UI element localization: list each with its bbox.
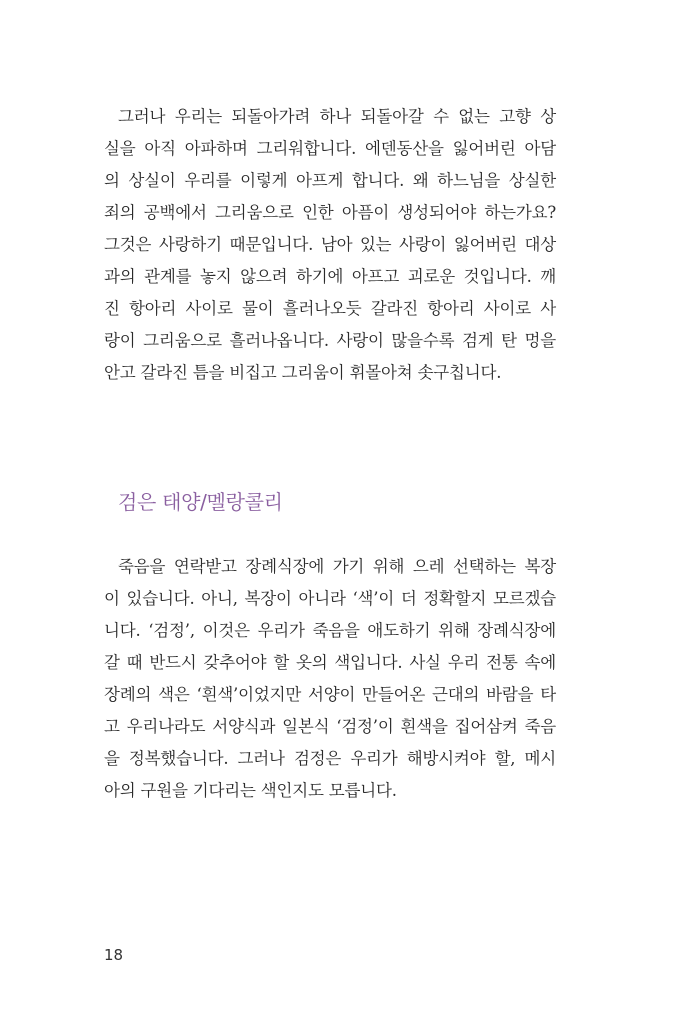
- paragraph-line: 실을 아직 아파하며 그리워합니다. 에덴동산을 잃어버린 아담: [104, 139, 556, 158]
- paragraph-line: 죄의 공백에서 그리움으로 인한 아픔이 생성되어야 하는가요?: [104, 203, 556, 222]
- paragraph-line: 의 상실이 우리를 이렇게 아프게 합니다. 왜 하느님을 상실한: [104, 171, 556, 190]
- paragraph-line: 니다. ‘검정’, 이것은 우리가 죽음을 애도하기 위해 장례식장에: [104, 621, 556, 640]
- paragraph-line: 죽음을 연락받고 장례식장에 가기 위해 으레 선택하는 복장: [118, 557, 556, 576]
- paragraph-line: 갈 때 반드시 갖추어야 할 옷의 색입니다. 사실 우리 전통 속에: [104, 653, 556, 672]
- paragraph-line: 그러나 우리는 되돌아가려 하나 되돌아갈 수 없는 고향 상: [118, 107, 556, 126]
- paragraph-line: 랑이 그리움으로 흘러나옵니다. 사랑이 많을수록 검게 탄 멍을: [104, 331, 556, 350]
- body-paragraph-2: [104, 551, 556, 807]
- paragraph-line: 장례의 색은 ‘흰색’이었지만 서양이 만들어온 근대의 바람을 타: [104, 685, 556, 704]
- paragraph-line: 이 있습니다. 아니, 복장이 아니라 ‘색’이 더 정확할지 모르겠습: [104, 589, 556, 608]
- paragraph-line: 안고 갈라진 틈을 비집고 그리움이 휘몰아쳐 솟구칩니다.: [104, 363, 502, 382]
- paragraph-line: 과의 관계를 놓지 않으려 하기에 아프고 괴로운 것입니다. 깨: [104, 267, 556, 286]
- paragraph-line: 고 우리나라도 서양식과 일본식 ‘검정’이 흰색을 집어삼켜 죽음: [104, 717, 556, 736]
- section-heading: 검은 태양/멜랑콜리: [118, 490, 283, 514]
- paragraph-line: 을 정복했습니다. 그러나 검정은 우리가 해방시켜야 할, 메시: [104, 749, 556, 768]
- body-paragraph-1: [104, 101, 556, 389]
- paragraph-line: 아의 구원을 기다리는 색인지도 모릅니다.: [104, 781, 397, 800]
- paragraph-line: 그것은 사랑하기 때문입니다. 남아 있는 사랑이 잃어버린 대상: [104, 235, 556, 254]
- paragraph-line: 진 항아리 사이로 물이 흘러나오듯 갈라진 항아리 사이로 사: [104, 299, 556, 318]
- page-number: 18: [104, 946, 124, 964]
